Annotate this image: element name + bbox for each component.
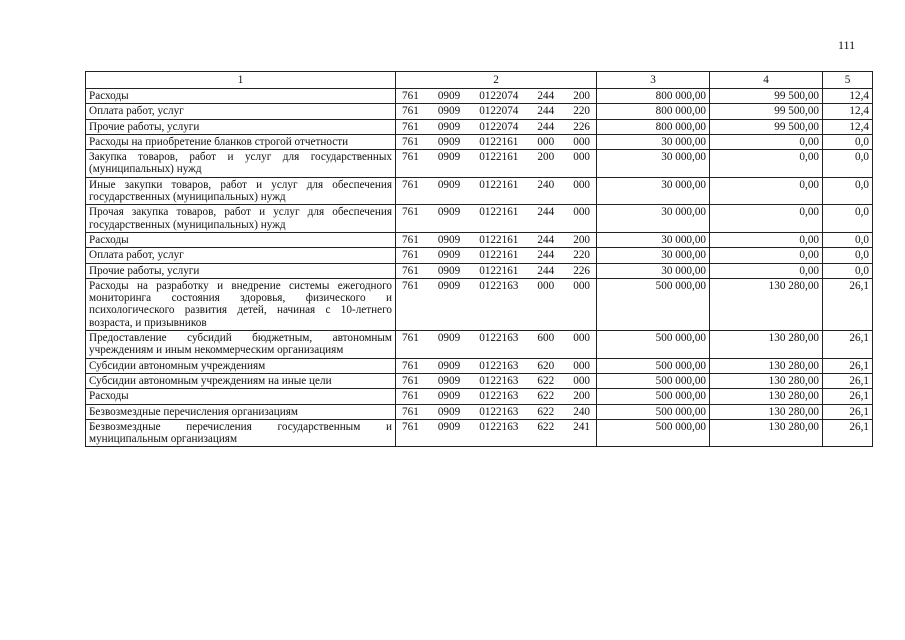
header-col-5: 5 xyxy=(823,72,873,89)
row-plan: 800 000,00 xyxy=(597,89,710,104)
code-parts xyxy=(399,121,593,133)
row-code xyxy=(396,134,597,149)
code-part: 761 xyxy=(402,120,419,133)
code-part: 000 xyxy=(573,374,590,387)
code-part: 0909 xyxy=(437,120,461,133)
table-row xyxy=(86,373,873,388)
code-parts xyxy=(399,406,593,418)
code-parts xyxy=(399,280,593,292)
row-name: Прочая закупка товаров, работ и услуг для обеспечения государственных (муниципальных) нужд xyxy=(86,205,396,233)
row-code xyxy=(396,119,597,134)
table-row xyxy=(86,89,873,104)
code-part: 0909 xyxy=(437,151,461,164)
row-percent: 26,1 xyxy=(823,389,873,404)
code-part: 0122161 xyxy=(479,178,519,191)
row-plan: 800 000,00 xyxy=(597,104,710,119)
code-part: 622 xyxy=(537,420,555,433)
row-percent: 12,4 xyxy=(823,119,873,134)
row-code xyxy=(396,278,597,330)
row-name: Предоставление субсидий бюджетным, автономным учреждениям и иным некоммерческим организациям xyxy=(86,331,396,359)
row-plan: 500 000,00 xyxy=(597,419,710,447)
code-part: 761 xyxy=(402,249,419,262)
row-code xyxy=(396,358,597,373)
code-part: 0909 xyxy=(437,135,461,148)
code-part: 244 xyxy=(537,120,555,133)
row-executed: 130 280,00 xyxy=(710,404,823,419)
row-percent: 0,0 xyxy=(823,248,873,263)
budget-table xyxy=(85,71,873,447)
code-part: 244 xyxy=(537,233,555,246)
row-plan: 500 000,00 xyxy=(597,404,710,419)
row-code xyxy=(396,419,597,447)
code-part: 761 xyxy=(402,332,419,345)
row-plan: 500 000,00 xyxy=(597,373,710,388)
row-executed: 99 500,00 xyxy=(710,104,823,119)
code-part: 241 xyxy=(573,420,590,433)
header-row xyxy=(86,72,873,89)
code-part: 0122163 xyxy=(479,374,519,387)
code-part: 244 xyxy=(537,206,555,219)
code-part: 0909 xyxy=(437,420,461,433)
row-plan: 30 000,00 xyxy=(597,232,710,247)
row-executed: 130 280,00 xyxy=(710,373,823,388)
table-row xyxy=(86,205,873,233)
code-part: 0909 xyxy=(437,206,461,219)
code-part: 622 xyxy=(537,374,555,387)
row-executed: 130 280,00 xyxy=(710,331,823,359)
code-parts xyxy=(399,265,593,277)
row-percent: 26,1 xyxy=(823,358,873,373)
table-row xyxy=(86,331,873,359)
row-plan: 500 000,00 xyxy=(597,331,710,359)
code-part: 0909 xyxy=(437,374,461,387)
code-part: 622 xyxy=(537,405,555,418)
row-executed: 0,00 xyxy=(710,248,823,263)
table-row xyxy=(86,248,873,263)
row-percent: 26,1 xyxy=(823,331,873,359)
code-parts xyxy=(399,421,593,433)
code-part: 200 xyxy=(537,151,555,164)
row-percent: 0,0 xyxy=(823,150,873,178)
code-part: 761 xyxy=(402,279,419,292)
code-part: 0122161 xyxy=(479,264,519,277)
row-executed: 130 280,00 xyxy=(710,419,823,447)
code-part: 0909 xyxy=(437,264,461,277)
code-part: 761 xyxy=(402,374,419,387)
code-part: 000 xyxy=(573,359,590,372)
code-part: 0122163 xyxy=(479,420,519,433)
row-name: Закупка товаров, работ и услуг для государственных (муниципальных) нужд xyxy=(86,150,396,178)
code-parts xyxy=(399,360,593,372)
row-percent: 0,0 xyxy=(823,134,873,149)
row-code xyxy=(396,404,597,419)
code-parts xyxy=(399,206,593,218)
code-part: 761 xyxy=(402,135,419,148)
code-part: 244 xyxy=(537,264,555,277)
code-part: 0122074 xyxy=(479,105,519,118)
code-part: 761 xyxy=(402,178,419,191)
header-col-4: 4 xyxy=(710,72,823,89)
row-name: Расходы xyxy=(86,89,396,104)
row-code xyxy=(396,104,597,119)
code-part: 761 xyxy=(402,206,419,219)
row-executed: 0,00 xyxy=(710,263,823,278)
row-name: Расходы xyxy=(86,389,396,404)
row-plan: 30 000,00 xyxy=(597,177,710,205)
table-row xyxy=(86,419,873,447)
table-row xyxy=(86,104,873,119)
code-part: 220 xyxy=(573,105,590,118)
row-name: Субсидии автономным учреждениям xyxy=(86,358,396,373)
code-part: 761 xyxy=(402,420,419,433)
code-part: 600 xyxy=(537,332,555,345)
table-row xyxy=(86,232,873,247)
row-percent: 12,4 xyxy=(823,104,873,119)
row-executed: 0,00 xyxy=(710,134,823,149)
code-part: 226 xyxy=(573,120,590,133)
code-part: 0122163 xyxy=(479,405,519,418)
code-parts xyxy=(399,234,593,246)
code-part: 761 xyxy=(402,151,419,164)
row-name: Прочие работы, услуги xyxy=(86,263,396,278)
row-plan: 500 000,00 xyxy=(597,389,710,404)
row-name: Расходы на приобретение бланков строгой отчетности xyxy=(86,134,396,149)
row-plan: 500 000,00 xyxy=(597,358,710,373)
code-part: 220 xyxy=(573,249,590,262)
code-part: 000 xyxy=(573,135,590,148)
table-row xyxy=(86,358,873,373)
code-part: 0909 xyxy=(437,405,461,418)
code-parts xyxy=(399,249,593,261)
code-part: 000 xyxy=(573,151,590,164)
code-part: 000 xyxy=(573,332,590,345)
code-part: 761 xyxy=(402,233,419,246)
table-row xyxy=(86,134,873,149)
row-plan: 30 000,00 xyxy=(597,205,710,233)
row-percent: 0,0 xyxy=(823,177,873,205)
row-executed: 130 280,00 xyxy=(710,278,823,330)
row-code xyxy=(396,150,597,178)
code-part: 0909 xyxy=(437,105,461,118)
code-part: 0122161 xyxy=(479,233,519,246)
table-row xyxy=(86,404,873,419)
code-part: 244 xyxy=(537,90,555,102)
row-plan: 30 000,00 xyxy=(597,248,710,263)
code-part: 240 xyxy=(573,405,590,418)
code-part: 761 xyxy=(402,264,419,277)
row-code xyxy=(396,177,597,205)
code-parts xyxy=(399,390,593,402)
header-col-1: 1 xyxy=(86,72,396,89)
row-executed: 99 500,00 xyxy=(710,89,823,104)
row-percent: 26,1 xyxy=(823,373,873,388)
row-percent: 26,1 xyxy=(823,278,873,330)
row-percent: 12,4 xyxy=(823,89,873,104)
code-part: 0909 xyxy=(437,332,461,345)
row-executed: 0,00 xyxy=(710,205,823,233)
code-part: 0122074 xyxy=(479,90,519,102)
row-name: Оплата работ, услуг xyxy=(86,248,396,263)
row-code xyxy=(396,263,597,278)
code-parts xyxy=(399,90,593,102)
page-number: 111 xyxy=(838,38,856,52)
table-row xyxy=(86,150,873,178)
row-percent: 0,0 xyxy=(823,205,873,233)
code-part: 622 xyxy=(537,390,555,403)
row-code xyxy=(396,89,597,104)
code-parts xyxy=(399,136,593,148)
code-parts xyxy=(399,105,593,117)
code-part: 244 xyxy=(537,249,555,262)
row-plan: 30 000,00 xyxy=(597,134,710,149)
code-part: 0122161 xyxy=(479,206,519,219)
code-part: 0122161 xyxy=(479,151,519,164)
code-part: 0909 xyxy=(437,359,461,372)
code-part: 244 xyxy=(537,105,555,118)
code-parts xyxy=(399,179,593,191)
row-plan: 500 000,00 xyxy=(597,278,710,330)
code-part: 0909 xyxy=(437,390,461,403)
code-part: 000 xyxy=(573,178,590,191)
code-part: 200 xyxy=(573,390,590,403)
row-plan: 30 000,00 xyxy=(597,263,710,278)
table-row xyxy=(86,119,873,134)
row-percent: 0,0 xyxy=(823,232,873,247)
code-part: 761 xyxy=(402,359,419,372)
row-executed: 130 280,00 xyxy=(710,358,823,373)
header-col-3: 3 xyxy=(597,72,710,89)
code-parts xyxy=(399,375,593,387)
code-part: 761 xyxy=(402,105,419,118)
code-part: 0909 xyxy=(437,90,461,102)
row-name: Прочие работы, услуги xyxy=(86,119,396,134)
row-name: Расходы xyxy=(86,232,396,247)
code-part: 000 xyxy=(537,279,555,292)
table-row xyxy=(86,278,873,330)
table-row xyxy=(86,389,873,404)
row-code xyxy=(396,331,597,359)
row-name: Расходы на разработку и внедрение системы ежегодного мониторинга состояния здоровья, физического и психологического развития детей, начиная с 10-летнего возраста, и призывников xyxy=(86,278,396,330)
row-name: Субсидии автономным учреждениям на иные цели xyxy=(86,373,396,388)
row-executed: 99 500,00 xyxy=(710,119,823,134)
code-part: 0909 xyxy=(437,178,461,191)
row-code xyxy=(396,205,597,233)
code-part: 761 xyxy=(402,390,419,403)
row-percent: 26,1 xyxy=(823,419,873,447)
code-part: 200 xyxy=(573,233,590,246)
code-part: 761 xyxy=(402,90,419,102)
row-executed: 0,00 xyxy=(710,150,823,178)
header-col-2: 2 xyxy=(396,72,597,89)
code-part: 0909 xyxy=(437,233,461,246)
row-executed: 0,00 xyxy=(710,232,823,247)
code-part: 240 xyxy=(537,178,555,191)
code-part: 0122074 xyxy=(479,120,519,133)
row-code xyxy=(396,248,597,263)
code-part: 200 xyxy=(573,90,590,102)
row-name: Иные закупки товаров, работ и услуг для обеспечения государственных (муниципальных) нужд xyxy=(86,177,396,205)
code-part: 0122163 xyxy=(479,359,519,372)
code-part: 000 xyxy=(573,279,590,292)
table-row xyxy=(86,263,873,278)
code-part: 000 xyxy=(537,135,555,148)
row-code xyxy=(396,373,597,388)
code-part: 0909 xyxy=(437,279,461,292)
row-name: Оплата работ, услуг xyxy=(86,104,396,119)
row-name: Безвозмездные перечисления организациям xyxy=(86,404,396,419)
code-part: 0122163 xyxy=(479,279,519,292)
code-part: 0909 xyxy=(437,249,461,262)
row-plan: 30 000,00 xyxy=(597,150,710,178)
code-part: 0122163 xyxy=(479,390,519,403)
row-executed: 130 280,00 xyxy=(710,389,823,404)
code-part: 0122161 xyxy=(479,249,519,262)
code-part: 0122161 xyxy=(479,135,519,148)
code-part: 226 xyxy=(573,264,590,277)
row-plan: 800 000,00 xyxy=(597,119,710,134)
row-code xyxy=(396,389,597,404)
code-parts xyxy=(399,151,593,163)
row-percent: 26,1 xyxy=(823,404,873,419)
row-percent: 0,0 xyxy=(823,263,873,278)
code-parts xyxy=(399,332,593,344)
row-name: Безвозмездные перечисления государственным и муниципальным организациям xyxy=(86,419,396,447)
row-executed: 0,00 xyxy=(710,177,823,205)
table-row xyxy=(86,177,873,205)
code-part: 620 xyxy=(537,359,555,372)
code-part: 761 xyxy=(402,405,419,418)
code-part: 0122163 xyxy=(479,332,519,345)
row-code xyxy=(396,232,597,247)
code-part: 000 xyxy=(573,206,590,219)
